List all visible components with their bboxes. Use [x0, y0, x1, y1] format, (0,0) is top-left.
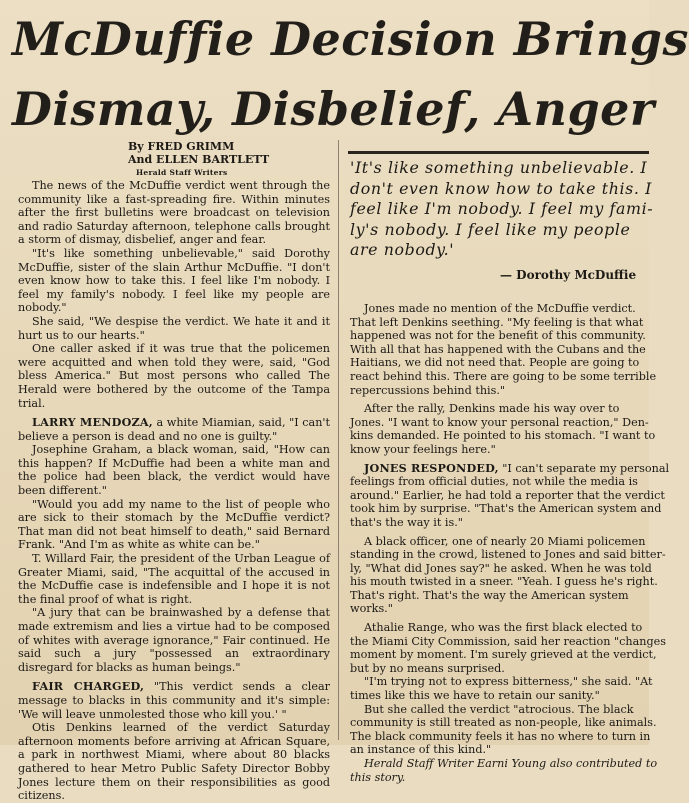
text-line: A black officer, one of nearly 20 Miami policemen [364, 534, 646, 548]
text-line: around." Earlier, he had told a reporter that the verdict [350, 488, 665, 502]
paragraph: Otis Denkins learned of the verdict Saturday afternoon moments before arriving at African Square, a park in northwest Miami, where about 80 blacks gathered to hear Metro Public Safety Director Bobby Jones lecture them on their responsibilities as good citizens. [18, 721, 330, 803]
text-line: Athalie Range, who was the first black elected to [364, 621, 643, 635]
text-line: but by no means surprised. [350, 661, 505, 675]
headline-line-1: McDuffie Decision Brings [12, 12, 689, 66]
pullquote-line: don't even know how to take this. I [350, 178, 652, 198]
paragraph [350, 702, 657, 757]
paragraph [18, 680, 330, 721]
pullquote [350, 158, 660, 261]
paragraph: The news of the McDuffie verdict went through the community like a fast-spreading fire. Within minutes after the first bulletins were broadcast on television and radio Saturday afternoon, telephone calls brought a storm of dismay, disbelief, anger and fear. [18, 179, 330, 247]
text-line: Haitians, we did not need that. People are going to [350, 356, 640, 370]
paragraph-text: a white Miamian, said, "I can't believe a person is dead and no one is guilty." [18, 416, 330, 443]
paragraph [18, 416, 330, 443]
text-line: this story. [350, 770, 406, 784]
paragraph-text: "This verdict sends a clear message to blacks in this community and it's simple: 'We will leave unmolested those who kill you.' " [18, 680, 330, 721]
paragraph: "It's like something unbelievable," said Dorothy McDuffie, sister of the slain Arthur McDuffie. "I don't even know how to take this. I feel like I'm nobody. I feel my family's nobody. I feel like my people are nobody." [18, 246, 330, 315]
pullquote-line: are nobody.' [350, 240, 455, 259]
text-line: moment by moment. I'm surely grieved at the verdict, [350, 648, 657, 662]
paragraph: T. Willard Fair, the president of the Urban League of Greater Miami, said, "The acquittal of the accused in the McDuffie case is indefensible and I hope it is not the final proof of what is right. [18, 552, 330, 606]
subhead-lead: JONES RESPONDED, [364, 460, 499, 475]
paragraph: One caller asked if it was true that the policemen were acquitted and when told they were, said, "God bless America." But most persons who called The Herald were bothered by the outcome of the Tampa trial. [18, 342, 330, 410]
text-line: an instance of this kind." [350, 743, 492, 757]
paragraph [350, 675, 653, 703]
text-line: "I'm trying not to express bitterness," she said. "At [364, 675, 653, 689]
text-line: The black community feels it has no where to turn in [350, 729, 651, 743]
pullquote-attribution: — Dorothy McDuffie [500, 268, 637, 282]
column-divider [338, 140, 339, 740]
text-line: times like this we have to retain our sanity." [350, 689, 600, 703]
paragraph: Josephine Graham, a black woman, said, "How can this happen? If McDuffie had been a white man and the police had been black, the verdict would have been different." [18, 443, 330, 498]
text-line: react behind this. There are going to be some terrible [350, 369, 657, 383]
contributor-credit [350, 757, 658, 784]
text-line: ly, "What did Jones say?" he asked. When he was told [350, 561, 652, 575]
headline-line-2: Dismay, Disbelief, Anger [12, 82, 655, 136]
text-line: That left Denkins seething. "My feeling is that what [350, 315, 644, 329]
pullquote-line: ly's nobody. I feel like my people [350, 219, 631, 239]
byline-author-2: And ELLEN BARTLETT [128, 153, 270, 166]
paragraph: "A jury that can be brainwashed by a defense that made extremism and lies a virtue had to be composed of whites with average ignorance," Fair continued. He said such a jury "possessed an extraordinary disregard for blacks as human beings." [18, 606, 330, 674]
text-line [350, 460, 670, 476]
text-line: Herald Staff Writer Earni Young also contributed to [364, 757, 658, 770]
text-line: kins demanded. He pointed to his stomach. "I want to [350, 429, 656, 443]
text-line: After the rally, Denkins made his way over to [364, 402, 620, 416]
text-line: But she called the verdict "atrocious. The black [364, 702, 634, 716]
paragraph [350, 302, 657, 397]
paragraph [350, 460, 670, 530]
text-line: That's right. That's the way the American system [350, 588, 629, 602]
subhead-lead: LARRY MENDOZA, [32, 415, 153, 430]
right-column [350, 302, 670, 784]
pullquote-line: feel like I'm nobody. I feel my fami- [350, 199, 654, 218]
byline-staff: Herald Staff Writers [136, 168, 228, 177]
text-line: Jones. "I want to know your personal reaction," Den- [350, 415, 649, 429]
pullquote-rule [348, 151, 649, 154]
text-line: the Miami City Commission, said her reaction "changes [350, 634, 666, 648]
text-line: feelings from official duties, not while the media is [350, 475, 638, 489]
paragraph [350, 534, 666, 617]
text-line: know your feelings here." [350, 442, 496, 456]
text-line: repercussions behind this." [350, 383, 506, 397]
left-column [18, 140, 330, 803]
text-line: With all that has happened with the Cubans and the [350, 342, 646, 356]
byline-author-1: By FRED GRIMM [128, 140, 235, 153]
text-line: that's the way it is." [350, 515, 463, 529]
paragraph [350, 402, 656, 456]
paragraph [350, 621, 666, 675]
text-line: community is still treated as non-people, like animals. [350, 716, 657, 730]
text-line: standing in the crowd, listened to Jones and said bitter- [350, 548, 666, 562]
text-line: works." [350, 602, 393, 616]
text-line: his mouth twisted in a sneer. "Yeah. I guess he's right. [350, 575, 658, 589]
text-line: happened was not for the benefit of this community. [350, 329, 646, 343]
headline [12, 4, 689, 144]
text-fragment: "I can't separate my personal [498, 461, 670, 475]
paragraph: "Would you add my name to the list of people who are sick to their stomach by the McDuffie verdict? That man did not beat himself to death," said Bernard Frank. "And I'm as white as white can be." [18, 497, 330, 552]
paragraph: She said, "We despise the verdict. We hate it and it hurt us to our hearts." [18, 314, 330, 342]
byline [128, 140, 330, 179]
pullquote-line: 'It's like something unbelievable. I [350, 158, 648, 177]
subhead-lead: FAIR CHARGED, [32, 679, 145, 694]
text-line: took him by surprise. "That's the American system and [350, 502, 662, 516]
text-line: Jones made no mention of the McDuffie verdict. [364, 302, 636, 315]
